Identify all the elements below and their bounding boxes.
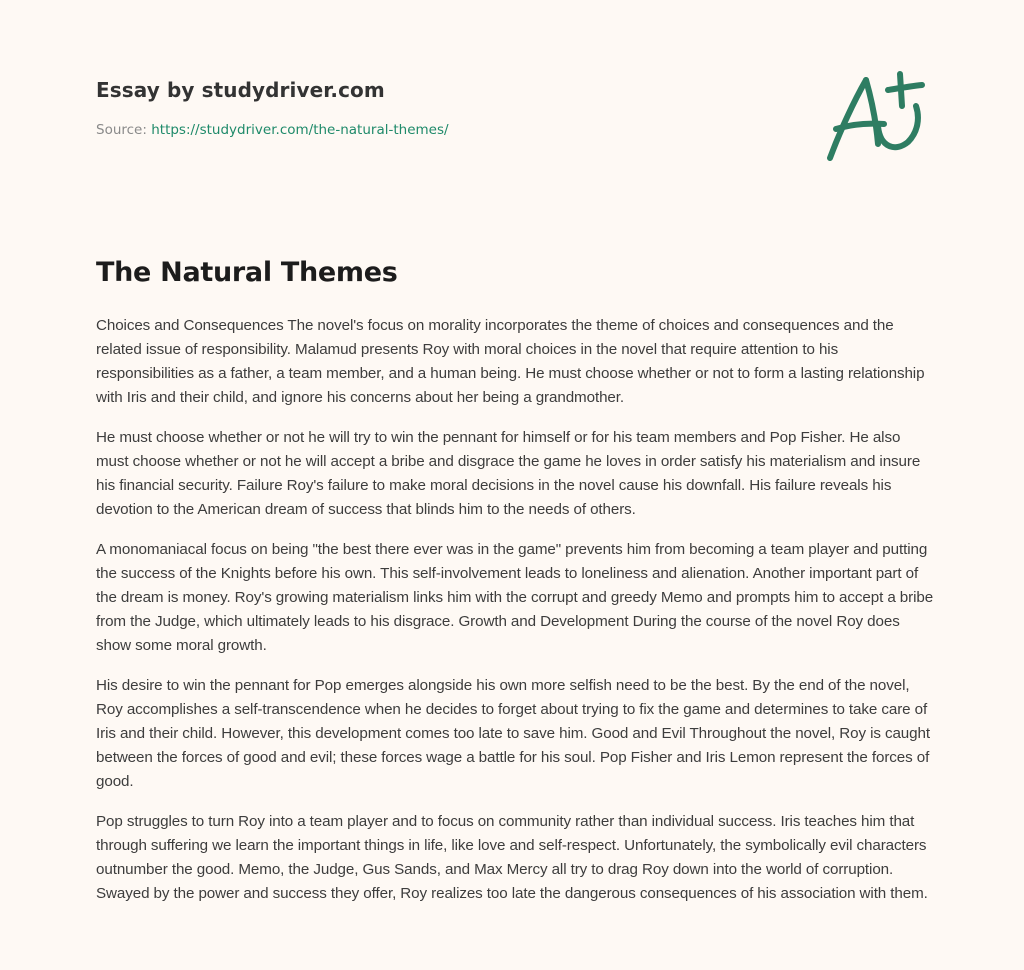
site-title: Essay by studydriver.com (96, 78, 385, 102)
essay-paragraph: His desire to win the pennant for Pop emerges alongside his own more selfish need to be the best. By the end of the novel, Roy accomplishes a self-transcendence when he decides to forget about trying to fix the game and determines to take care of Iris and their child. However, this development comes too late to save him. Good and Evil Throughout the novel, Roy is caught between the forces of good and evil; these forces wage a battle for his soul. Pop Fisher and Iris Lemon represent the forces of good. (96, 677, 930, 790)
a-plus-grade-icon (822, 66, 932, 166)
essay-title: The Natural Themes (96, 257, 398, 288)
source-line (96, 120, 449, 140)
essay-paragraph: Choices and Consequences The novel's focus on morality incorporates the theme of choices and consequences and the related issue of responsibility. Malamud presents Roy with moral choices in the novel that require attention to his responsibilities as a father, a team member, and a human being. He must choose whether or not to form a lasting relationship with Iris and their child, and ignore his concerns about her being a grandmother. (96, 317, 925, 406)
essay-body (96, 314, 936, 922)
essay-paragraph: A monomaniacal focus on being "the best there ever was in the game" prevents him from becoming a team player and putting the success of the Knights before his own. This self-involvement leads to loneliness and alienation. Another important part of the dream is money. Roy's growing materialism links him with the corrupt and greedy Memo and prompts him to accept a bribe from the Judge, which ultimately leads to his disgrace. Growth and Development During the course of the novel Roy does show some moral growth. (96, 541, 934, 654)
page-header (96, 76, 449, 140)
source-link[interactable]: https://studydriver.com/the-natural-themes/ (151, 122, 449, 138)
source-label: Source: (96, 122, 147, 138)
essay-paragraph: Pop struggles to turn Roy into a team player and to focus on community rather than individual success. Iris teaches him that through suffering we learn the important things in life, like love and self-respect. Unfortunately, the symbolically evil characters outnumber the good. Memo, the Judge, Gus Sands, and Max Mercy all try to drag Roy down into the world of corruption. Swayed by the power and success they offer, Roy realizes too late the dangerous consequences of his association with them. (96, 813, 928, 902)
essay-paragraph: He must choose whether or not he will try to win the pennant for himself or for his team members and Pop Fisher. He also must choose whether or not he will accept a bribe and disgrace the game he loves in order satisfy his materialism and insure his financial security. Failure Roy's failure to make moral decisions in the novel cause his downfall. His failure reveals his devotion to the American dream of success that blinds him to the needs of others. (96, 429, 921, 518)
